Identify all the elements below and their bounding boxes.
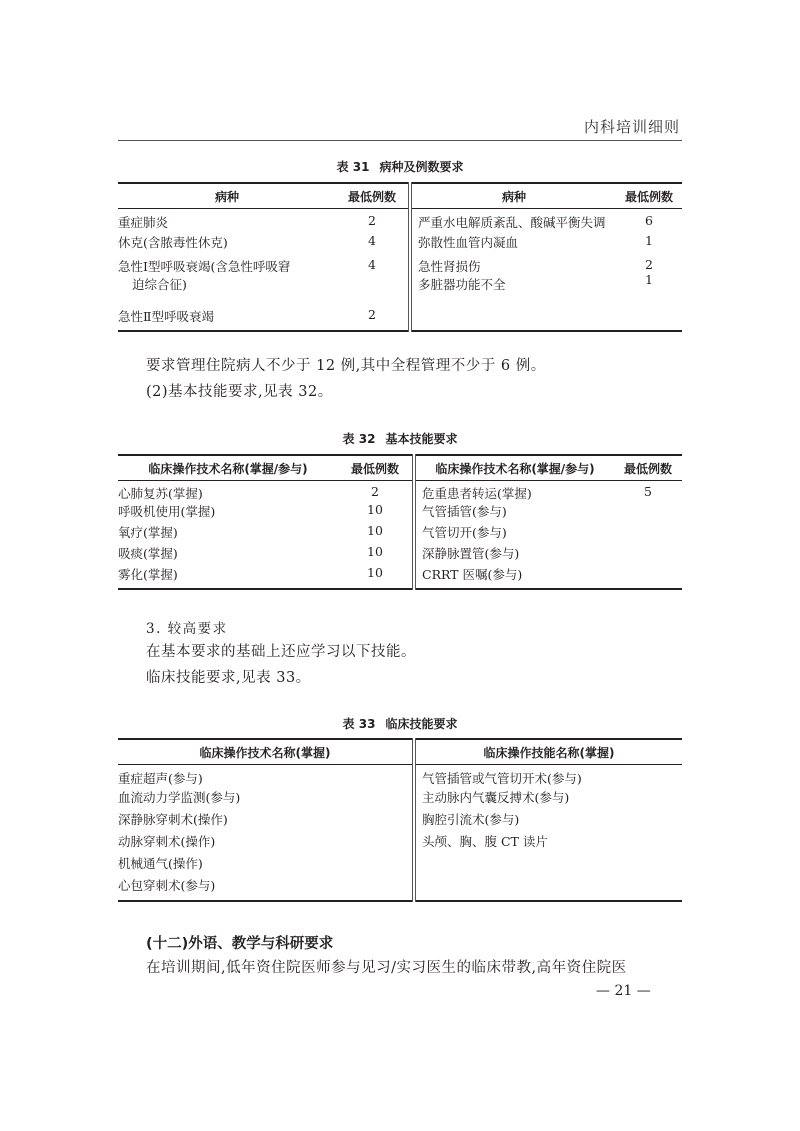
table-cell: 10 <box>338 523 414 544</box>
table33-caption <box>118 715 682 732</box>
page-number: — 21 — <box>596 983 651 999</box>
table-cell: 动脉穿刺术(操作) <box>118 832 414 854</box>
table-cell: 雾化(掌握) <box>118 567 178 582</box>
table-cell <box>410 305 616 331</box>
table-cell: 2 <box>336 209 410 233</box>
cell-line: 急性肾损伤 <box>418 258 481 274</box>
table32-caption <box>118 430 682 447</box>
cell-line-continued: 迫综合征) <box>132 276 187 292</box>
table-cell: 2 <box>338 481 414 503</box>
section3-line2: 临床技能要求,见表 33。 <box>146 670 311 686</box>
table31-header-name-left: 病种 <box>118 183 336 209</box>
table32-header-name-right: 临床操作技术名称(掌握/参与) <box>414 455 614 481</box>
table-cell <box>614 502 682 523</box>
table-cell: 5 <box>644 484 652 499</box>
table-cell: 6 <box>645 213 653 228</box>
table-cell <box>616 257 682 305</box>
table-cell <box>616 305 682 331</box>
table-cell: 重症肺炎 <box>118 215 169 230</box>
table-row <box>118 233 682 257</box>
table-row <box>118 565 682 589</box>
table-row <box>118 523 682 544</box>
table-cell: 危重患者转运(掌握) <box>422 486 532 501</box>
table-row <box>118 257 682 305</box>
section3-line1: 在基本要求的基础上还应学习以下技能。 <box>146 644 416 660</box>
table-cell: 吸痰(掌握) <box>118 546 178 561</box>
table33-caption-number: 表 33 <box>342 717 376 731</box>
table-cell: 氧疗(掌握) <box>118 525 178 540</box>
paragraph-basic-skills: (2)基本技能要求,见表 32。 <box>146 384 333 400</box>
cell-line: 2 <box>645 256 653 272</box>
table-cell <box>414 854 682 876</box>
cell-line: 急性Ⅰ型呼吸衰竭(含急性呼吸窘 <box>118 258 291 274</box>
table32-caption-number: 表 32 <box>342 432 376 446</box>
table31 <box>118 182 682 332</box>
table-row <box>118 810 682 832</box>
table33-header-left: 临床操作技术名称(掌握) <box>118 739 414 765</box>
table-cell: 头颅、胸、腹 CT 读片 <box>422 833 548 849</box>
table-row <box>118 876 682 901</box>
table32-header-count-right: 最低例数 <box>614 455 682 481</box>
section3-heading: 3. 较高要求 <box>146 621 228 637</box>
table32 <box>118 454 682 590</box>
table-cell: 心肺复苏(掌握) <box>118 486 203 501</box>
table-cell: 血流动力学监测(参与) <box>118 788 414 810</box>
table-row <box>118 209 682 233</box>
table32-caption-title: 基本技能要求 <box>385 432 458 446</box>
table-cell: 严重水电解质紊乱、酸碱平衡失调 <box>418 215 606 230</box>
table-cell: 心包穿刺术(参与) <box>118 876 414 901</box>
header-rule <box>118 140 682 141</box>
table-cell <box>118 257 336 305</box>
table-row <box>118 832 682 854</box>
table-row <box>118 305 682 331</box>
table31-header-count-right: 最低例数 <box>616 183 682 209</box>
table-cell: 呼吸机使用(掌握) <box>118 504 216 519</box>
table-cell: 10 <box>338 502 414 523</box>
table-cell: 急性Ⅱ型呼吸衰竭 <box>118 308 214 324</box>
table33-caption-title: 临床技能要求 <box>385 717 458 731</box>
table-cell <box>614 565 682 589</box>
table-row <box>118 481 682 503</box>
table-cell: 4 <box>336 257 410 305</box>
table-cell: 气管切开(参与) <box>422 525 507 540</box>
table-cell: 休克(含脓毒性休克) <box>118 234 228 250</box>
table-cell: 10 <box>338 544 414 565</box>
table-row <box>118 854 682 876</box>
table-cell: 机械通气(操作) <box>118 854 414 876</box>
table-cell: 4 <box>336 233 410 257</box>
table-cell: 重症超声(参与) <box>118 765 414 788</box>
table-row <box>118 544 682 565</box>
paragraph-management: 要求管理住院病人不少于 12 例,其中全程管理不少于 6 例。 <box>146 358 546 374</box>
table31-header-name-right: 病种 <box>410 183 616 209</box>
table-cell <box>410 257 616 305</box>
table32-header-count-left: 最低例数 <box>338 455 414 481</box>
table31-header-count-left: 最低例数 <box>336 183 410 209</box>
cell-line: 多脏器功能不全 <box>418 276 506 292</box>
table-cell: 气管插管(参与) <box>422 504 507 519</box>
table31-caption-title: 病种及例数要求 <box>379 160 464 174</box>
table-cell: 10 <box>338 565 414 589</box>
table33 <box>118 738 682 902</box>
table-cell: 深静脉穿刺术(操作) <box>118 810 414 832</box>
section12-heading: (十二)外语、教学与科研要求 <box>146 936 334 952</box>
running-header-title: 内科培训细则 <box>583 118 680 136</box>
table-row <box>118 788 682 810</box>
table-cell <box>414 876 682 901</box>
table32-header-name-left: 临床操作技术名称(掌握/参与) <box>118 455 338 481</box>
table-row <box>118 765 682 788</box>
table-cell: 2 <box>336 305 410 331</box>
table-cell <box>614 523 682 544</box>
table-cell: 弥散性血管内凝血 <box>418 234 519 250</box>
table-cell <box>614 544 682 565</box>
table33-header-right: 临床操作技能名称(掌握) <box>414 739 682 765</box>
table31-caption <box>118 158 682 175</box>
table-cell: 胸腔引流术(参与) <box>422 811 520 827</box>
table-cell: 气管插管或气管切开术(参与) <box>422 771 582 786</box>
table31-caption-number: 表 31 <box>336 160 370 174</box>
table-cell: 深静脉置管(参与) <box>422 546 520 561</box>
table-cell: 1 <box>645 232 653 248</box>
table-cell: CRRT 医嘱(参与) <box>422 567 523 582</box>
table-row <box>118 502 682 523</box>
table-cell: 主动脉内气囊反搏术(参与) <box>422 789 570 805</box>
cell-line: 1 <box>645 271 653 287</box>
section12-line1: 在培训期间,低年资住院医师参与见习/实习医生的临床带教,高年资住院医 <box>146 960 627 976</box>
